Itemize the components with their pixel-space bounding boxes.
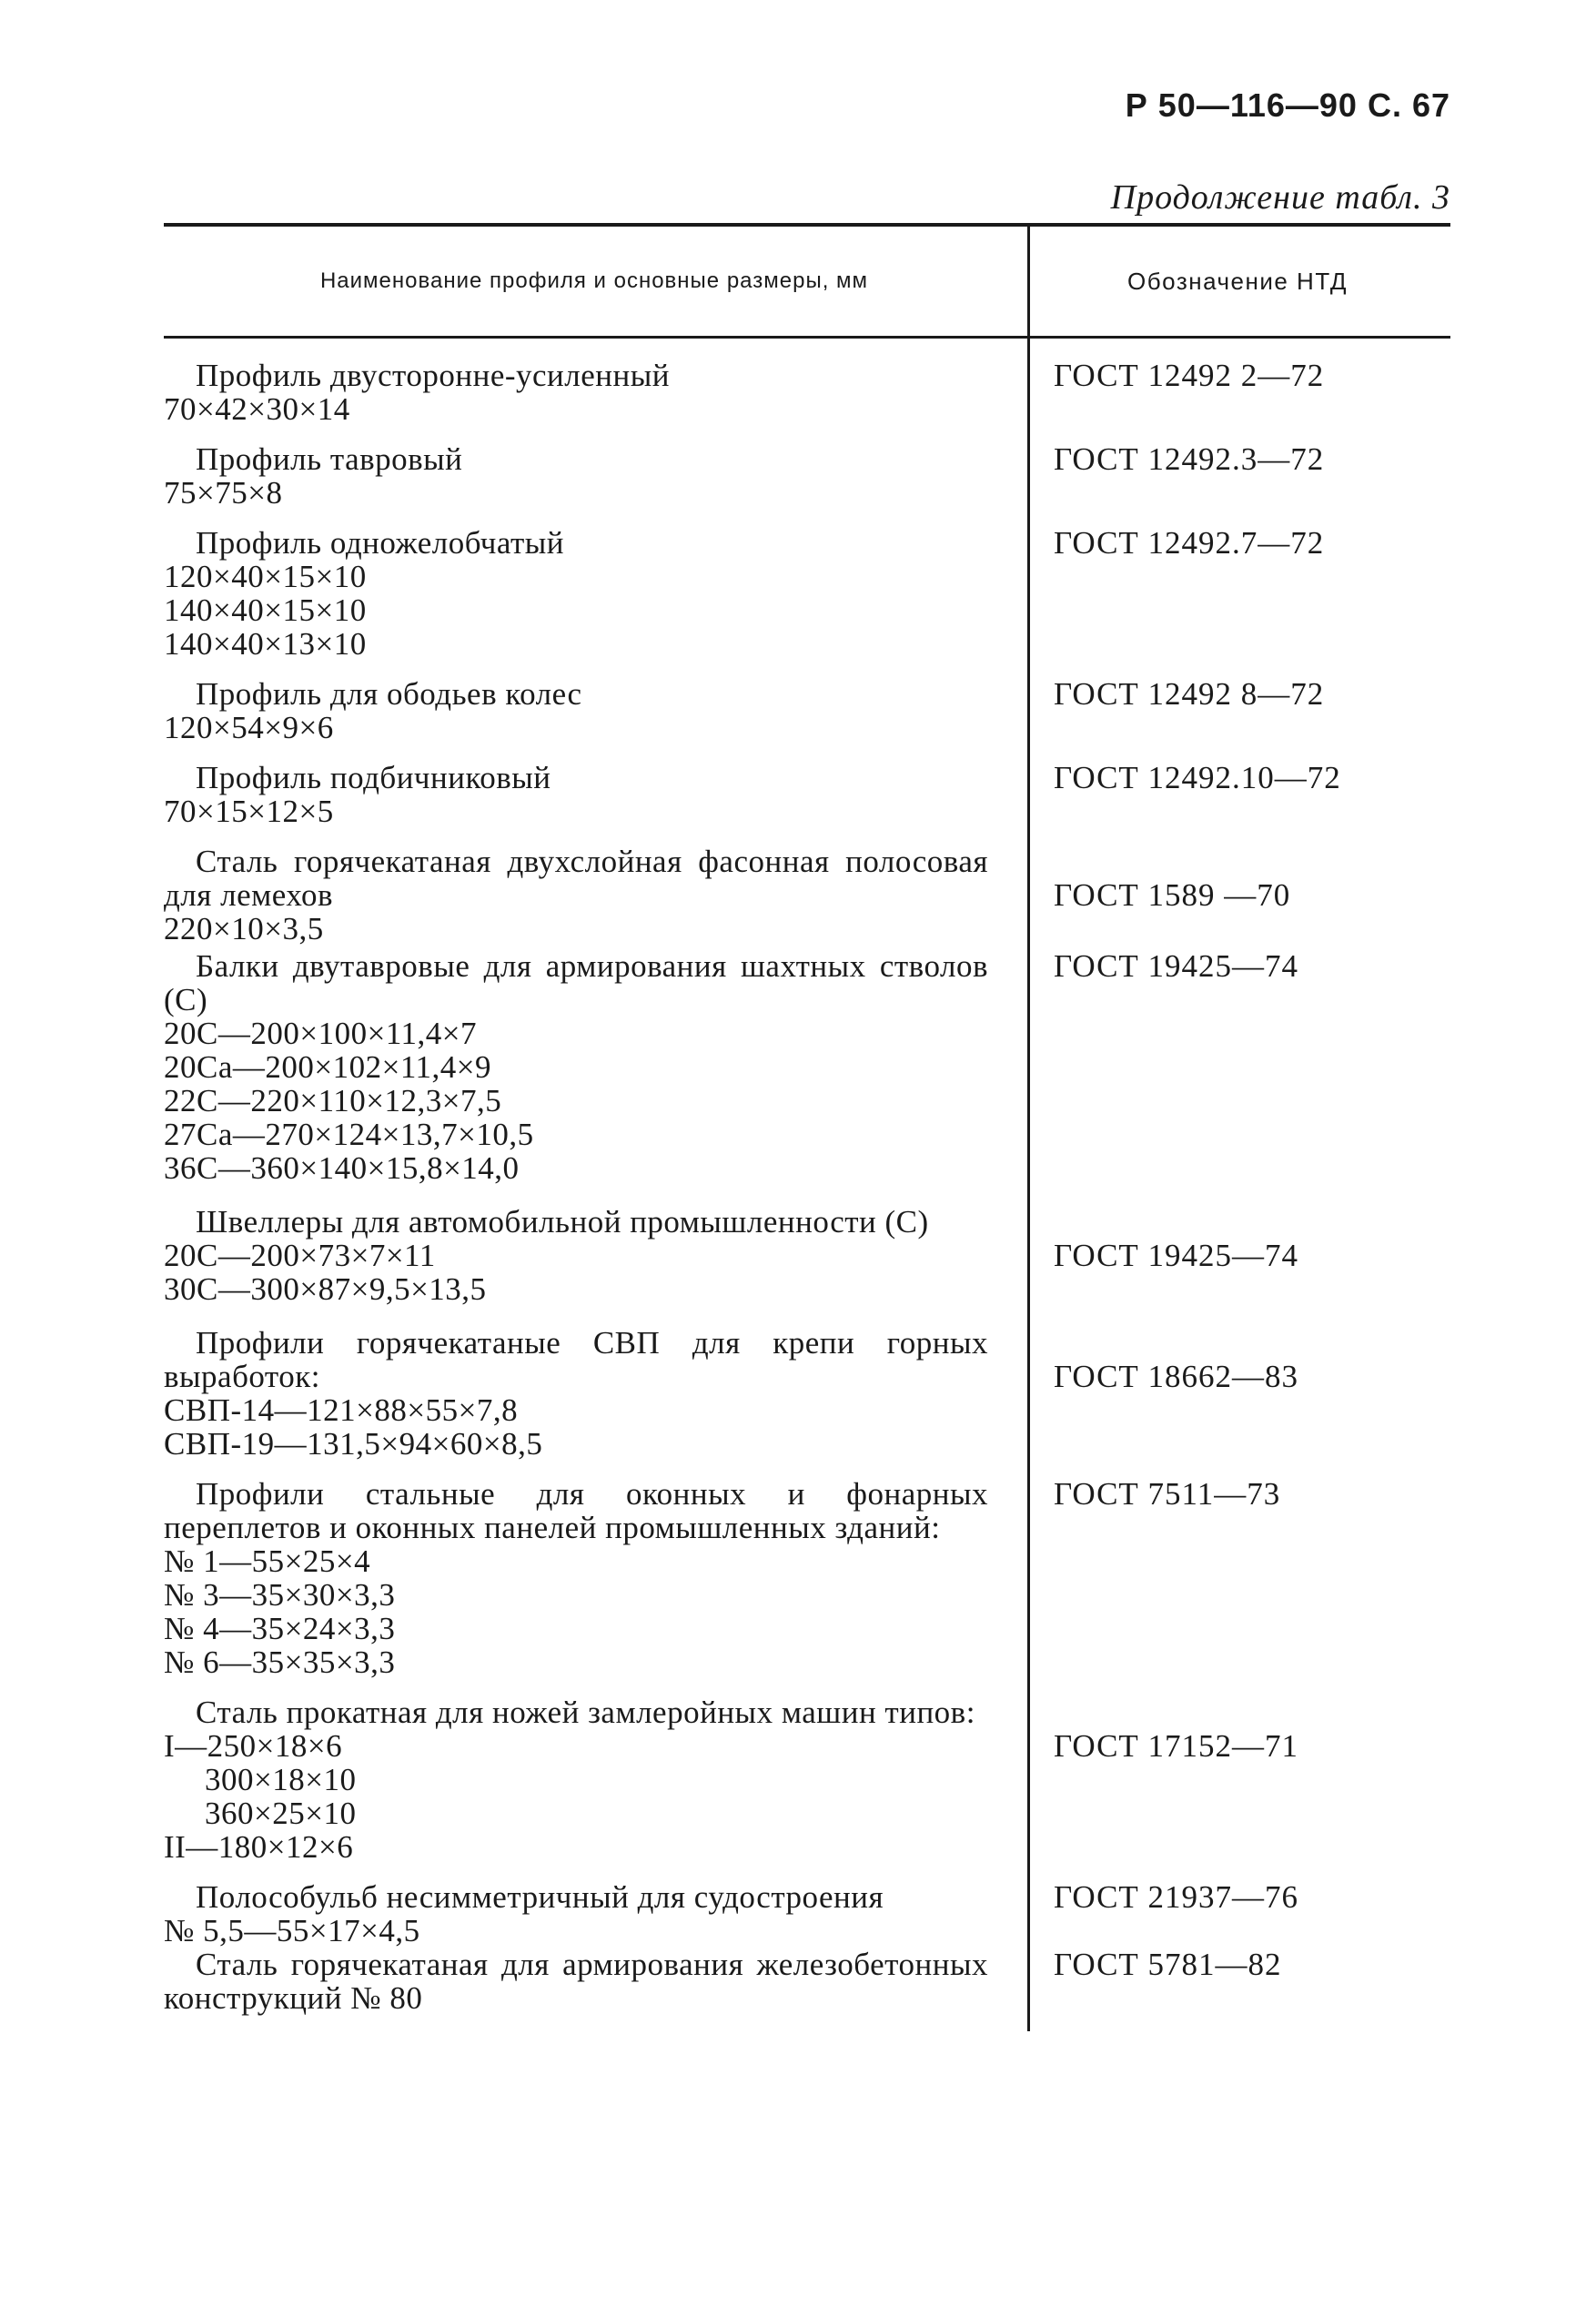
profile-dimensions: 70×15×12×5	[164, 794, 334, 829]
profile-cell	[164, 949, 1025, 1185]
profile-dimensions: СВП-19—131,5×94×60×8,5	[164, 1426, 543, 1462]
table-row	[164, 1205, 1450, 1306]
profile-cell	[164, 1477, 1025, 1679]
profile-dimensions: 300×18×10	[205, 1762, 357, 1797]
table-row	[164, 442, 1450, 510]
profile-title: Сталь прокатная для ножей замлеройных машин типов:	[196, 1695, 975, 1730]
profile-title: Профили горячекатаные СВП для крепи горных выработок:	[164, 1325, 988, 1394]
profile-title: Профиль одножелобчатый	[196, 525, 564, 561]
column-header-ntd: Обозначение НТД	[1127, 267, 1348, 295]
profile-cell	[164, 1326, 1025, 1461]
ntd-designation: ГОСТ 19425—74	[1054, 1238, 1299, 1273]
profile-dimensions: 22С—220×110×12,3×7,5	[164, 1083, 502, 1118]
profile-title: Профили стальные для оконных и фонарных переплетов и оконных панелей промышленных зданий:	[164, 1476, 988, 1545]
table-row	[164, 359, 1450, 426]
profile-dimensions: I—250×18×6	[164, 1728, 343, 1764]
ntd-designation: ГОСТ 17152—71	[1054, 1728, 1299, 1764]
profile-dimensions: 36С—360×140×15,8×14,0	[164, 1150, 520, 1186]
profile-title: Профиль для ободьев колес	[196, 676, 582, 712]
ntd-designation: ГОСТ 12492.7—72	[1054, 525, 1325, 561]
profile-dimensions: 120×40×15×10	[164, 559, 367, 594]
profile-title: Профиль тавровый	[196, 441, 463, 477]
profile-dimensions: 70×42×30×14	[164, 391, 350, 427]
table-row	[164, 1948, 1450, 2015]
profile-title: Профиль подбичниковый	[196, 760, 551, 795]
profile-dimensions: 27Са—270×124×13,7×10,5	[164, 1117, 534, 1152]
profile-title: Швеллеры для автомобильной промышленности (С)	[196, 1204, 929, 1240]
column-divider	[1027, 227, 1030, 336]
profile-dimensions: 140×40×15×10	[164, 592, 367, 628]
table-row	[164, 761, 1450, 828]
profile-dimensions: 20С—200×100×11,4×7	[164, 1016, 478, 1051]
profile-cell	[164, 442, 1025, 510]
profile-cell	[164, 761, 1025, 828]
profile-cell	[164, 359, 1025, 426]
profile-dimensions: № 6—35×35×3,3	[164, 1644, 396, 1680]
ntd-designation: ГОСТ 12492.3—72	[1054, 441, 1325, 477]
profile-cell	[164, 845, 1025, 946]
profile-dimensions: № 4—35×24×3,3	[164, 1611, 396, 1646]
profile-title: Профиль двусторонне-усиленный	[196, 358, 670, 393]
profile-title: Полособульб несимметричный для судостроения	[196, 1879, 884, 1915]
table-row	[164, 526, 1450, 661]
ntd-designation: ГОСТ 5781—82	[1054, 1947, 1282, 1982]
column-header-profile: Наименование профиля и основные размеры, мм	[319, 268, 869, 293]
profile-dimensions: СВП-14—121×88×55×7,8	[164, 1392, 519, 1428]
table-row	[164, 1326, 1450, 1461]
profile-dimensions: 120×54×9×6	[164, 710, 334, 745]
ntd-designation: ГОСТ 12492 2—72	[1054, 358, 1325, 393]
profile-cell	[164, 526, 1025, 661]
table-row	[164, 677, 1450, 744]
profile-dimensions: 20С—200×73×7×11	[164, 1238, 436, 1273]
profile-title: Балки двутавровые для армирования шахтных стволов (С)	[164, 948, 988, 1017]
table-body	[164, 339, 1450, 2015]
ntd-designation: ГОСТ 21937—76	[1054, 1879, 1299, 1915]
profile-title: Сталь горячекатаная двухслойная фасонная полосовая для лемехов	[164, 844, 988, 913]
profile-dimensions: II—180×12×6	[164, 1829, 354, 1865]
table-caption: Продолжение табл. 3	[1110, 178, 1450, 217]
profile-cell	[164, 1695, 1025, 1864]
table-header	[164, 223, 1450, 339]
column-divider	[1027, 339, 1030, 2031]
profile-dimensions: № 5,5—55×17×4,5	[164, 1913, 420, 1948]
ntd-designation: ГОСТ 12492 8—72	[1054, 676, 1325, 712]
profile-dimensions: 20Са—200×102×11,4×9	[164, 1049, 492, 1085]
profile-dimensions: 75×75×8	[164, 475, 283, 511]
table-row	[164, 1477, 1450, 1679]
profile-dimensions: № 3—35×30×3,3	[164, 1577, 396, 1613]
standards-table	[164, 223, 1450, 2015]
profile-dimensions: 360×25×10	[205, 1796, 357, 1831]
ntd-designation: ГОСТ 12492.10—72	[1054, 760, 1341, 795]
profile-cell	[164, 677, 1025, 744]
table-row	[164, 845, 1450, 946]
profile-dimensions: 140×40×13×10	[164, 626, 367, 662]
profile-cell	[164, 1880, 1025, 1948]
ntd-designation: ГОСТ 18662—83	[1054, 1359, 1299, 1394]
ntd-designation: ГОСТ 7511—73	[1054, 1476, 1281, 1512]
ntd-designation: ГОСТ 19425—74	[1054, 948, 1299, 984]
profile-dimensions: 30С—300×87×9,5×13,5	[164, 1271, 487, 1307]
profile-title: Сталь горячекатаная для армирования железобетонных конструкций № 80	[164, 1947, 988, 2016]
profile-cell	[164, 1948, 1025, 2015]
table-row	[164, 949, 1450, 1185]
profile-dimensions: 220×10×3,5	[164, 911, 324, 946]
profile-dimensions: № 1—55×25×4	[164, 1543, 371, 1579]
profile-cell	[164, 1205, 1025, 1306]
page-header: Р 50—116—90 С. 67	[1125, 86, 1450, 124]
ntd-designation: ГОСТ 1589 —70	[1054, 877, 1291, 913]
table-row	[164, 1695, 1450, 1864]
table-row	[164, 1880, 1450, 1948]
